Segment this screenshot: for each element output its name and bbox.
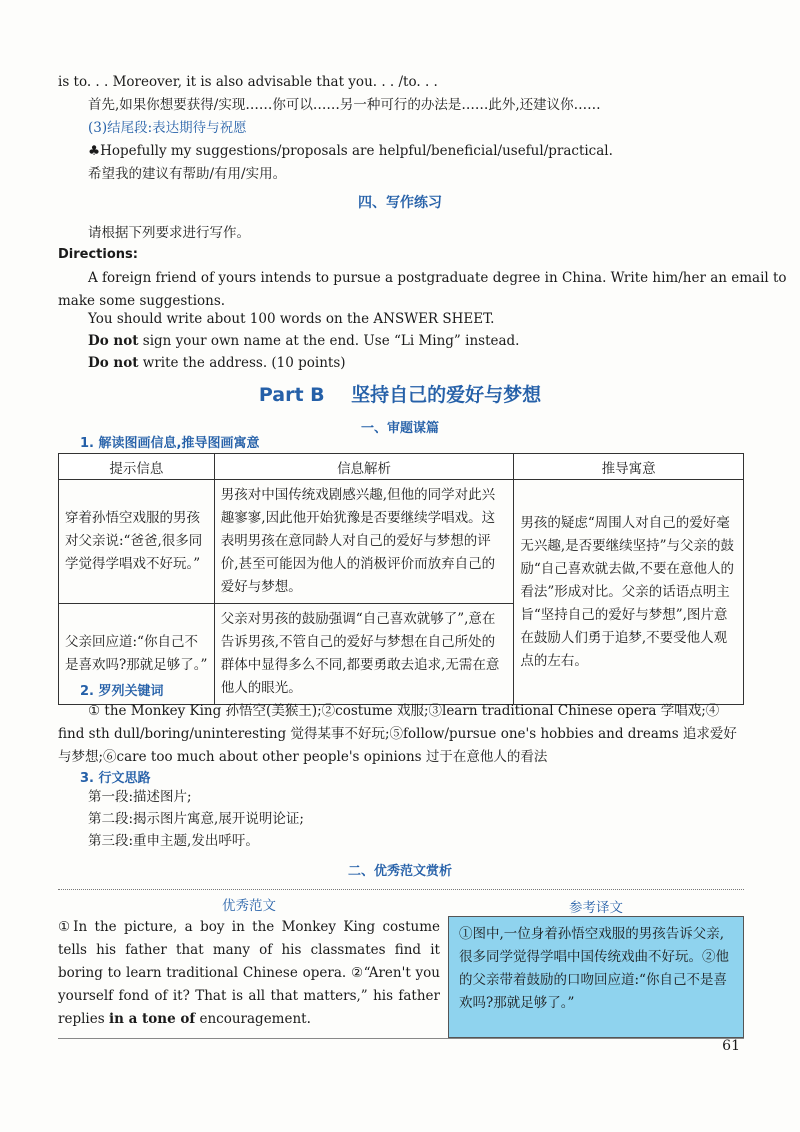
outline-3: 第三段:重申主题,发出呼吁。 bbox=[88, 833, 259, 849]
header-meaning: 推导寓意 bbox=[514, 454, 744, 480]
keywords-line-3: 与梦想;⑥care too much about other people's opinions 过于在意他人的看法 bbox=[58, 749, 548, 765]
model-label: 优秀范文 bbox=[222, 898, 276, 914]
section-1-title: 一、审题谋篇 bbox=[360, 421, 439, 436]
sub-3-title: 3. 行文思路 bbox=[80, 771, 151, 786]
practice-title: 四、写作练习 bbox=[358, 195, 442, 211]
club-icon: ♣ bbox=[88, 143, 101, 159]
model-bold-phrase: in a tone of bbox=[108, 1011, 196, 1027]
directions-label: Directions: bbox=[58, 247, 138, 262]
keywords-line-1: ① the Monkey King 孙悟空(美猴王);②costume 戏服;③learn traditional Chinese opera 学唱戏;④ bbox=[88, 703, 720, 719]
meaning-cell: 男孩的疑虑“周围人对自己的爱好毫无兴趣,是否要继续坚持”与父亲的鼓励“自己喜欢就去做,不要在意他人的看法”形成对比。父亲的话语点明主旨“坚持自己的爱好与梦想”,图片意在鼓励人们勇于追梦,不要受他人观点的左右。 bbox=[514, 480, 744, 705]
model-essay-text bbox=[58, 916, 440, 1031]
intro-line-cn: 首先,如果你想要获得/实现……你可以……另一种可行的办法是……此外,还建议你…… bbox=[88, 97, 601, 113]
directions-line-3-rest: sign your own name at the end. Use “Li Ming” instead. bbox=[138, 333, 520, 349]
row1-analysis: 男孩对中国传统戏剧感兴趣,但他的同学对此兴趣寥寥,因此他开始犹豫是否要继续学唱戏。这表明男孩在意同龄人对自己的爱好与梦想的评价,甚至可能因为他人的消极评价而放弃自己的爱好与梦想。 bbox=[214, 480, 514, 604]
directions-line-4-rest: write the address. (10 points) bbox=[138, 355, 346, 371]
intro-line-en: is to. . . Moreover, it is also advisable that you. . . /to. . . bbox=[58, 74, 438, 90]
table-row bbox=[59, 480, 744, 604]
outline-1: 第一段:描述图片; bbox=[88, 789, 192, 805]
row1-hint: 穿着孙悟空戏服的男孩对父亲说:“爸爸,很多同学觉得学唱戏不好玩。” bbox=[59, 480, 215, 604]
translation-box: ①图中,一位身着孙悟空戏服的男孩告诉父亲,很多同学觉得学唱中国传统戏曲不好玩。②他的父亲带着鼓励的口吻回应道:“你自己不是喜欢吗?那就足够了。” bbox=[448, 916, 744, 1038]
do-not-2: Do not bbox=[88, 355, 139, 371]
closing-para-en bbox=[88, 140, 613, 162]
translation-label: 参考译文 bbox=[569, 900, 623, 916]
model-text-a: ①In the picture, a boy in the Monkey King costume tells his father that many of his classmates find it boring to learn traditional Chinese opera. ②“Aren't you yourself fond of it? That is all that matters,” his father replies bbox=[58, 919, 440, 1027]
directions-line-4 bbox=[88, 352, 346, 374]
practice-instruction: 请根据下列要求进行写作。 bbox=[88, 225, 250, 241]
bottom-rule bbox=[58, 1038, 744, 1039]
directions-line-1a: A foreign friend of yours intends to pursue a postgraduate degree in China. Write him/her an email to bbox=[88, 270, 787, 286]
closing-para-heading: (3)结尾段:表达期待与祝愿 bbox=[88, 120, 247, 136]
sub-1-title: 1. 解读图画信息,推导图画寓意 bbox=[80, 436, 260, 451]
row2-hint: 父亲回应道:“你自己不是喜欢吗?那就足够了。” bbox=[59, 604, 215, 705]
do-not-1: Do not bbox=[88, 333, 139, 349]
header-analysis: 信息解析 bbox=[214, 454, 514, 480]
outline-2: 第二段:揭示图片寓意,展开说明论证; bbox=[88, 811, 304, 827]
page-number: 61 bbox=[722, 1038, 740, 1054]
header-hint: 提示信息 bbox=[59, 454, 215, 480]
table-header-row bbox=[59, 454, 744, 480]
closing-para-cn: 希望我的建议有帮助/有用/实用。 bbox=[88, 166, 287, 182]
directions-line-3 bbox=[88, 330, 519, 352]
directions-line-2: You should write about 100 words on the ANSWER SHEET. bbox=[88, 311, 495, 327]
model-text-b: encouragement. bbox=[195, 1011, 311, 1027]
sub-2-title: 2. 罗列关键词 bbox=[80, 684, 164, 699]
dotted-divider bbox=[58, 889, 744, 890]
closing-para-en-text: Hopefully my suggestions/proposals are helpful/beneficial/useful/practical. bbox=[100, 143, 613, 159]
part-b-title: Part B 坚持自己的爱好与梦想 bbox=[258, 384, 542, 406]
keywords-line-2: find sth dull/boring/uninteresting 觉得某事不好玩;⑤follow/pursue one's hobbies and dreams 追求爱好 bbox=[58, 726, 737, 742]
row2-analysis: 父亲对男孩的鼓励强调“自己喜欢就够了”,意在告诉男孩,不管自己的爱好与梦想在自己所处的群体中显得多么不同,都要勇敢去追求,无需在意他人的眼光。 bbox=[214, 604, 514, 705]
analysis-table bbox=[58, 453, 744, 705]
section-2-title: 二、优秀范文赏析 bbox=[347, 864, 452, 879]
directions-line-1b: make some suggestions. bbox=[58, 293, 226, 309]
